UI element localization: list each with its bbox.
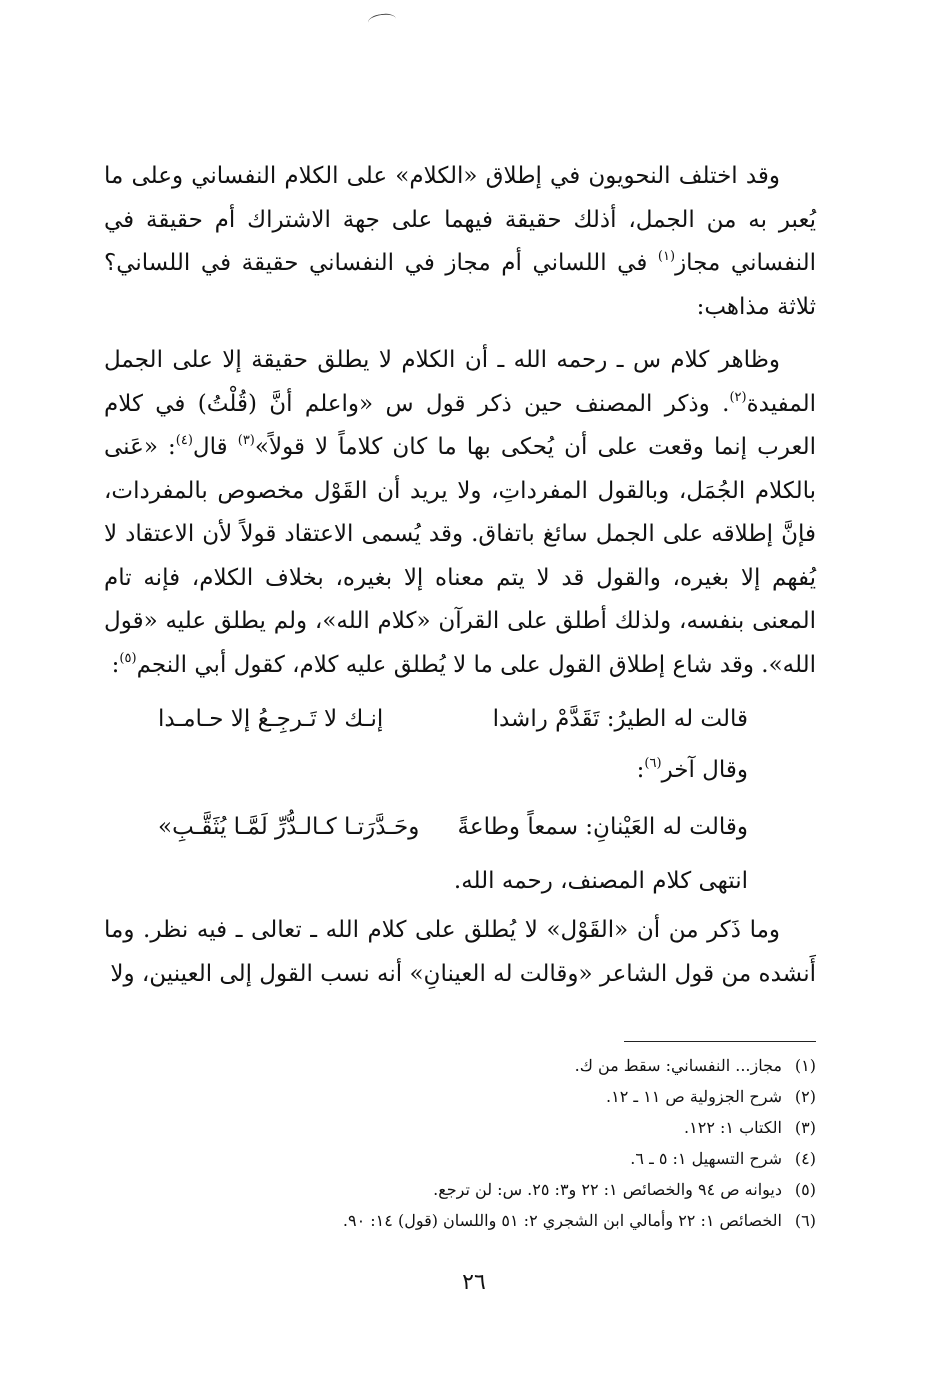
page-number: ٢٦ xyxy=(462,1270,486,1295)
main-text xyxy=(104,155,816,996)
another-poet-line: وقال آخر$^{(٦)}$: xyxy=(636,756,748,783)
footnote-ref-3: (٣) xyxy=(237,433,255,448)
footnote-ref-4: (٤) xyxy=(175,433,193,448)
footnote-6: (٦)الخصائص ١: ٢٢ وأمالي ابن الشجري ٢: ٥١ واللسان (قول) ١٤: ٩٠. xyxy=(342,1211,816,1230)
footnote-separator xyxy=(624,1041,816,1042)
verse-2-second-hemistich: وحَـدَّرَتـا كـالـدُّرِّ لَمَّـا يُثَقَّـبِ» xyxy=(158,814,420,840)
verse-1-first-hemistich: قالت له الطيرُ: تَقَدَّمْ راشدا xyxy=(492,706,748,732)
verse-2-first-hemistich: وقالت له العَيْنانِ: سمعاً وطاعةً xyxy=(457,814,748,840)
quote-end-line: انتهى كلام المصنف، رحمه الله. xyxy=(453,868,748,894)
paragraph-3: وما ذَكر من أن «القَوْل» لا يُطلق على كلام الله ـ تعالى ـ فيه نظر. وما أَنشده من قول الشاعر «وقالت له العينانِ» أنه نسب القول إلى العينين، ولا xyxy=(104,917,816,987)
footnote-2: (٢)شرح الجزولية ص ١١ ـ ١٢. xyxy=(606,1087,816,1106)
paragraph-1: وقد اختلف النحويون في إطلاق «الكلام» على الكلام النفساني وعلى ما يُعبر به من الجمل، أذلك حقيقة فيهما على جهة الاشتراك أم حقيقة في النفساني مجاز$^{(١)}$ في اللساني أم مجاز في النفساني حقيقة في اللساني؟ ثلاثة مذاهب: xyxy=(104,163,816,320)
footnote-3: (٣)الكتاب ١: ١٢٢. xyxy=(684,1118,816,1137)
footnote-ref-6: (٦) xyxy=(644,756,662,771)
footnote-1: (١)مجاز... النفساني: سقط من ك. xyxy=(574,1056,816,1075)
footnote-5: (٥)ديوانه ص ٩٤ والخصائص ١: ٢٢ و٣: ٢٥. س: لن ترجع. xyxy=(433,1180,816,1199)
footnote-ref-2: (٢) xyxy=(729,389,747,405)
paragraph-2: وظاهر كلام س ـ رحمه الله ـ أن الكلام لا يطلق حقيقة إلا على الجمل المفيدة$^{(٢)}$. وذكر المصنف حين ذكر قول س «واعلم أنَّ (قُلْتُ) في كلام العرب إنما وقعت على أن يُحكى بها ما كان كلاماً لا قولاً»$^{(٣)}$ قال$^{(٤)}$: «عَنى بالكلام الجُمَل، وبالقول المفرداتِ، ولا يريد أن القَوْل مخصوص بالمفردات، فإنَّ إطلاقه على الجمل سائغ باتفاق. وقد يُسمى الاعتقاد قولاً لأن الاعتقاد لا يُفهم إلا بغيره، والقول قد لا يتم معناه إلا بغيره، بخلاف الكلام، فإنه تام المعنى بنفسه، ولذلك أطلق على القرآن «كلام الله»، ولم يطلق عليه «قول الله». وقد شاع إطلاق القول على ما لا يُطلق عليه كلام، كقول أبي النجم$^{(٥)}$: xyxy=(104,347,817,678)
scan-mark xyxy=(367,12,397,29)
footnote-4: (٤)شرح التسهيل ١: ٥ ـ ٦. xyxy=(630,1149,816,1168)
footnote-ref-5: (٥) xyxy=(119,650,137,666)
verse-1-second-hemistich: إنـك لا تَـرجِـعُ إلا حـامـدا xyxy=(158,706,384,732)
footnotes xyxy=(156,1050,816,1236)
footnote-ref-1: (١) xyxy=(657,249,676,264)
verse-2 xyxy=(158,801,748,853)
verse-1 xyxy=(158,693,748,745)
